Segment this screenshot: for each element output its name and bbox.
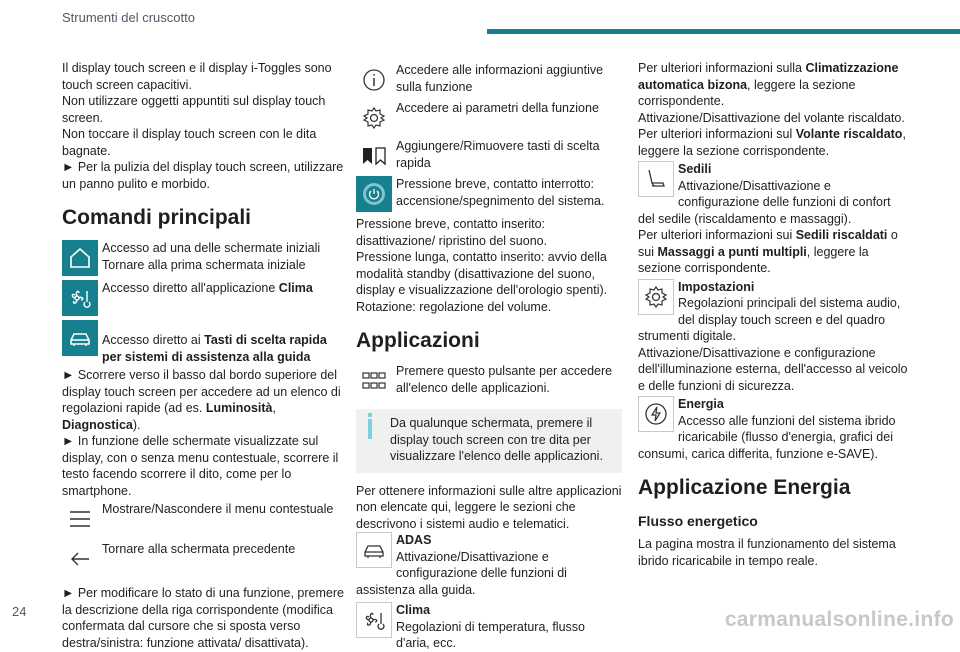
heading-applicazioni: Applicazioni	[356, 329, 480, 352]
more-info: Per ottenere informazioni sulle altre applicazioni non elencate qui, leggere le sezioni che descrivono i sistemi audio e telematici.	[356, 483, 622, 531]
home-text-2: Tornare alla prima schermata iniziale	[102, 257, 306, 272]
intro-line: Non toccare il display touch screen con le dita bagnate.	[62, 127, 317, 158]
home-row	[62, 240, 348, 278]
subheading-flusso: Flusso energetico	[638, 513, 758, 529]
power-text: Pressione breve, contatto interrotto: accensione/spegnimento del sistema.	[396, 177, 605, 208]
apps-grid-icon	[356, 363, 392, 399]
gear-icon	[356, 100, 392, 136]
back-row	[62, 541, 348, 579]
clima-desc: Regolazioni di temperatura, flusso d'aria, ecc.	[396, 619, 585, 650]
info-icon	[356, 62, 392, 98]
adas-desc: Attivazione/Disattivazione e configurazione delle funzioni di assistenza alla guida.	[356, 549, 567, 597]
sedili-desc: Attivazione/Disattivazione e configurazione delle funzioni di confort del sedile (riscaldamento e massaggi).	[638, 178, 891, 226]
menu-icon	[62, 501, 98, 537]
info-text: Accedere alle informazioni aggiuntive sulla funzione	[396, 63, 604, 94]
clima-row	[62, 280, 348, 318]
info-row	[356, 62, 622, 98]
intro-line: Non utilizzare oggetti appuntiti sul display touch screen.	[62, 94, 326, 125]
modify-instruction: ► Per modificare lo stato di una funzione, premere la descrizione della riga corrispondente (modifica confermata dal cursore che si sposta verso destra/sinistra: funzione attivata/ disattivata).	[62, 586, 344, 650]
intro-line: Il display touch screen e il display i-Toggles sono touch screen capacitivi.	[62, 61, 332, 92]
adas-row	[62, 320, 348, 365]
bookmark-row	[356, 138, 622, 174]
clima-bizona-ref: Per ulteriori informazioni sulla Climatizzazione automatica bizona, leggere la sezione corrispondente.	[638, 61, 899, 108]
impostazioni-app	[638, 279, 910, 345]
menu-row	[62, 501, 348, 539]
bookmark-text: Aggiungere/Rimuovere tasti di scelta rapida	[396, 139, 600, 170]
seat-icon	[638, 161, 674, 197]
power-icon	[356, 176, 392, 212]
volante-text: Attivazione/Disattivazione del volante riscaldato.	[638, 110, 905, 125]
apps-row	[356, 363, 622, 401]
page-header	[0, 0, 960, 40]
column-3	[638, 60, 910, 569]
fan-icon	[62, 280, 98, 316]
info-note-text: Da qualunque schermata, premere il display touch screen con tre dita per visualizzare l'elenco delle applicazioni.	[390, 416, 603, 463]
clima-app	[356, 602, 622, 652]
car-icon	[356, 532, 392, 568]
impostazioni-title: Impostazioni	[678, 279, 755, 294]
page-number: 24	[12, 604, 27, 619]
energia-app	[638, 396, 910, 462]
apps-text: Premere questo pulsante per accedere all'elenco delle applicazioni.	[396, 364, 613, 395]
menu-text: Mostrare/Nascondere il menu contestuale	[102, 502, 334, 516]
lighting-text: Attivazione/Disattivazione e configurazione dell'illuminazione esterna, dell'accesso al veicolo e delle funzioni di sicurezza.	[638, 345, 908, 393]
clima-title: Clima	[396, 603, 431, 617]
sedili-ref: Per ulteriori informazioni sui Sedili riscaldati o sui Massaggi a punti multipli, leggere la sezione corrispondente.	[638, 228, 898, 275]
energia-intro: La pagina mostra il funzionamento del sistema ibrido ricaricabile in tempo reale.	[638, 537, 896, 568]
sedili-title: Sedili	[678, 162, 712, 176]
impostazioni-desc: Regolazioni principali del sistema audio, del display touch screen e del quadro strumenti digitale.	[638, 296, 901, 343]
rotation: Rotazione: regolazione del volume.	[356, 299, 552, 314]
sedili-app	[638, 161, 910, 227]
gear-icon	[638, 279, 674, 315]
adas-text: Accesso diretto ai Tasti di scelta rapida per sistemi di assistenza alla guida	[102, 333, 327, 364]
scroll-instruction: ► Scorrere verso il basso dal bordo superiore del display touch screen per accedere ad un elenco di regolazioni rapide (ad es. Luminosità, Diagnostica).	[62, 368, 341, 432]
settings-row	[356, 100, 622, 136]
swipe-instruction: ► In funzione delle schermate visualizzate sul display, con o senza menu contestuale, scorrere il testo facendo scorrere il dito, come per lo smartphone.	[62, 434, 339, 498]
info-note-icon	[368, 419, 372, 439]
heading-energia: Applicazione Energia	[638, 476, 851, 499]
intro-line: ► Per la pulizia del display touch screen, utilizzare un panno pulito e morbido.	[62, 160, 344, 191]
home-icon	[62, 240, 98, 276]
info-note	[356, 409, 622, 473]
settings-text: Accedere ai parametri della funzione	[396, 101, 599, 115]
back-arrow-icon	[62, 541, 98, 577]
fan-icon	[356, 602, 392, 638]
volante-ref: Per ulteriori informazioni sul Volante riscaldato, leggere la sezione corrispondente.	[638, 127, 906, 158]
column-2	[356, 60, 622, 652]
long-press: Pressione lunga, contatto inserito: avvio della modalità standby (disattivazione del suono, display e visualizzazione dell'orologio spenti).	[356, 250, 608, 297]
adas-title: ADAS	[396, 533, 432, 547]
heading-comandi: Comandi principali	[62, 206, 252, 229]
clima-text: Accesso diretto all'applicazione Clima	[102, 281, 313, 295]
column-1	[62, 60, 348, 651]
energia-title: Energia	[678, 397, 724, 411]
back-text: Tornare alla schermata precedente	[102, 542, 296, 556]
power-row	[356, 176, 622, 214]
energy-bolt-icon	[638, 396, 674, 432]
section-title: Strumenti del cruscotto	[62, 10, 195, 25]
power-cont: Pressione breve, contatto inserito: disattivazione/ ripristino del suono.	[356, 217, 548, 248]
car-icon	[62, 320, 98, 356]
watermark: carmanualsonline.info	[724, 608, 954, 631]
home-text-1: Accesso ad una delle schermate iniziali	[102, 241, 321, 255]
bookmark-icon	[356, 138, 392, 174]
adas-app	[356, 532, 622, 598]
energia-desc: Accesso alle funzioni del sistema ibrido ricaricabile (flusso d'energia, grafici dei consumi, carica differita, funzione e-SAVE).	[638, 413, 896, 461]
header-accent-bar	[487, 29, 960, 34]
